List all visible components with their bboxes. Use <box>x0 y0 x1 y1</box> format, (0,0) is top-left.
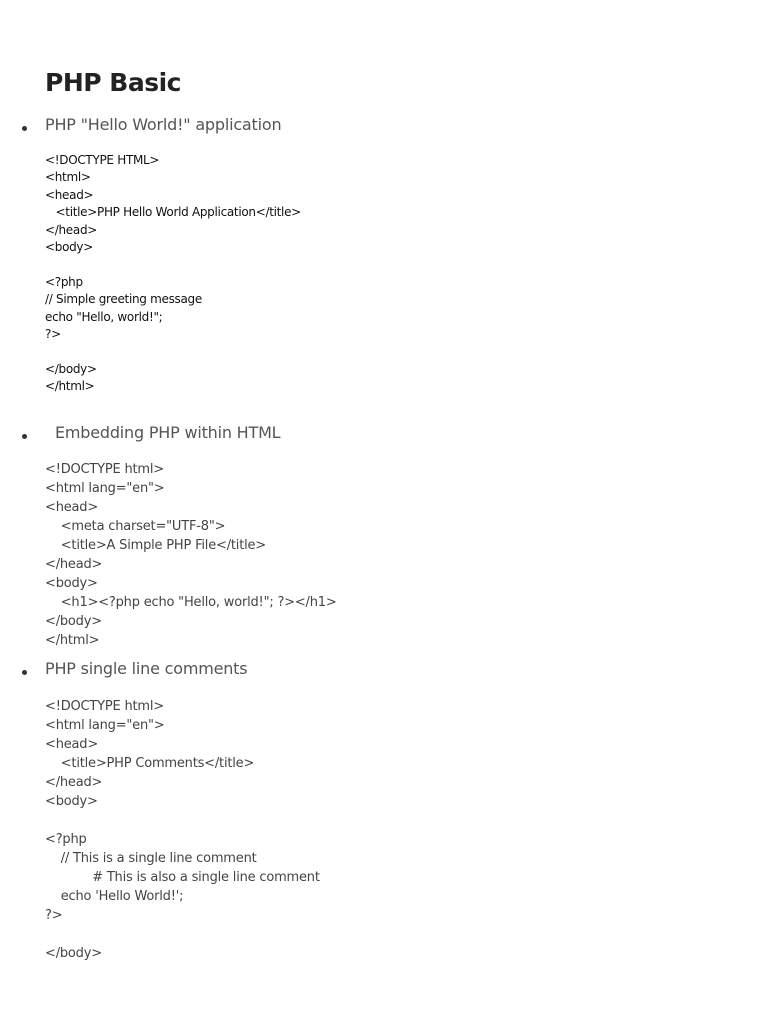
code-line <box>45 343 301 360</box>
code-line: </body> <box>45 946 102 961</box>
code-line: ?> <box>45 908 63 923</box>
code-line: <!DOCTYPE html> <box>45 462 164 477</box>
code-line: </body> <box>45 361 97 376</box>
section-heading-embedding: Embedding PHP within HTML <box>55 423 281 442</box>
code-line: ?> <box>45 326 61 341</box>
code-line: <body> <box>45 794 98 809</box>
code-line <box>45 811 320 830</box>
page-title: PHP Basic <box>45 68 181 97</box>
bullet-icon <box>22 670 30 678</box>
section-heading-hello-world: PHP "Hello World!" application <box>45 115 282 134</box>
code-block-comments <box>45 697 320 963</box>
code-line: <title>A Simple PHP File</title> <box>45 538 266 553</box>
code-line: </body> <box>45 614 102 629</box>
code-line: <?php <box>45 832 87 847</box>
bullet-icon <box>22 126 30 134</box>
code-line: <h1><?php echo "Hello, world!"; ?></h1> <box>45 595 337 610</box>
code-line: echo "Hello, world!"; <box>45 309 163 324</box>
code-line: <head> <box>45 737 99 752</box>
code-block-embedding <box>45 460 337 650</box>
code-line: <meta charset="UTF-8"> <box>45 519 226 534</box>
code-line: </head> <box>45 775 103 790</box>
code-line: </html> <box>45 379 95 394</box>
code-line: <!DOCTYPE HTML> <box>45 153 160 167</box>
code-line: <html lang="en"> <box>45 718 165 733</box>
code-line: // Simple greeting message <box>45 292 202 307</box>
code-line: // This is a single line comment <box>45 851 257 866</box>
code-line: echo 'Hello World!'; <box>45 889 184 904</box>
code-block-hello-world <box>45 152 301 395</box>
code-line: <head> <box>45 500 99 515</box>
code-line <box>45 256 301 273</box>
code-line: <!DOCTYPE html> <box>45 699 164 714</box>
code-line: <html> <box>45 170 91 185</box>
code-line: <head> <box>45 187 94 202</box>
code-line: </head> <box>45 557 103 572</box>
code-line <box>45 925 320 944</box>
code-line: </head> <box>45 222 98 237</box>
code-line: <title>PHP Comments</title> <box>45 756 255 771</box>
code-line: <body> <box>45 239 93 254</box>
code-line: <html lang="en"> <box>45 481 165 496</box>
code-line: <title>PHP Hello World Application</title> <box>45 205 301 220</box>
code-line: <?php <box>45 274 83 289</box>
section-heading-comments: PHP single line comments <box>45 659 248 678</box>
bullet-icon <box>22 434 30 442</box>
code-line: <body> <box>45 576 98 591</box>
code-line: # This is also a single line comment <box>45 870 320 885</box>
code-line: </html> <box>45 633 100 648</box>
